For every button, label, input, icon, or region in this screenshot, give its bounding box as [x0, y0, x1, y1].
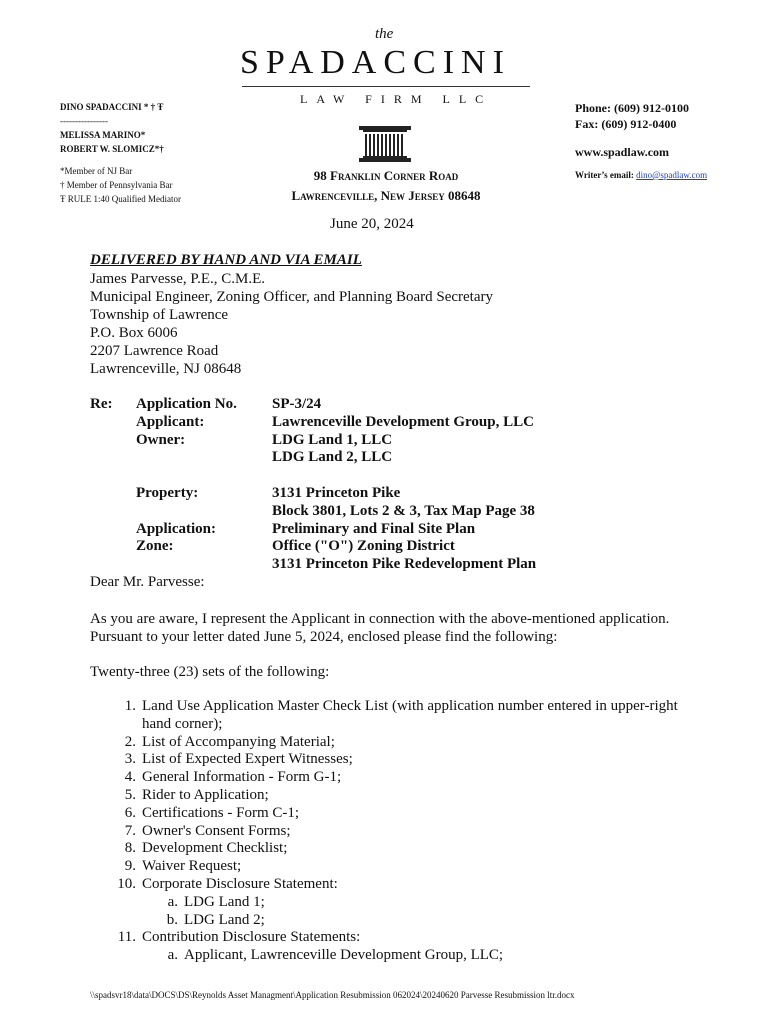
re-key: Application No. [136, 396, 237, 412]
re-value: LDG Land 2, LLC [272, 449, 393, 466]
list-item [100, 876, 700, 894]
re-key: Application: [136, 520, 217, 537]
list-number: 2. [124, 733, 136, 750]
enclosure-list [100, 698, 700, 965]
re-value: Office ("O") Zoning District [272, 538, 455, 555]
list-item [100, 734, 700, 752]
re-value: LDG Land 1, LLC [272, 431, 393, 448]
writer-email-line [575, 170, 707, 180]
list-item [100, 769, 700, 787]
firm-name-prefix: the [375, 26, 394, 42]
list-item [100, 840, 700, 858]
list-number: 6. [124, 804, 136, 821]
re-row [136, 538, 536, 556]
bar-note: *Member of NJ Bar [60, 166, 133, 176]
letterhead-divider [242, 86, 530, 87]
list-item [100, 787, 700, 805]
sub-list-item [100, 947, 700, 965]
writer-email-label: Writer’s email: [575, 170, 634, 180]
list-item [100, 858, 700, 876]
re-key: Owner: [136, 431, 186, 448]
re-block [136, 396, 536, 574]
list-text: Rider to Application; [142, 786, 269, 803]
list-text: General Information - Form G-1; [142, 769, 342, 786]
firm-subtitle: LAW FIRM LLC [300, 92, 493, 106]
document-path-footer: \\spadsvr18\data\DOCS\DS\Reynolds Asset Managment\Application Resubmission 062024\20240620 Parvesse Resubmission ltr.docx [90, 990, 575, 1000]
phone-number: Phone: (609) 912-0100 [575, 101, 689, 115]
re-row [136, 396, 536, 414]
sub-list-text: LDG Land 1; [184, 893, 265, 910]
contact-block [575, 100, 689, 160]
sub-list-text: LDG Land 2; [184, 911, 265, 928]
re-value: 3131 Princeton Pike [272, 484, 401, 501]
sub-list-item [100, 912, 700, 930]
re-row [136, 556, 536, 574]
re-value: 3131 Princeton Pike Redevelopment Plan [272, 556, 537, 573]
addressee-line: Lawrenceville, NJ 08648 [90, 361, 242, 377]
sub-list-text: Applicant, Lawrenceville Development Group, LLC; [184, 947, 504, 964]
addressee-line: Township of Lawrence [90, 307, 229, 323]
attorney-name: DINO SPADACCINI * † Ŧ [60, 102, 164, 112]
re-key [136, 503, 272, 521]
list-number: 4. [124, 769, 136, 786]
re-key: Property: [136, 484, 199, 501]
list-number: 8. [124, 840, 136, 857]
sub-list-letter: a. [167, 893, 178, 910]
re-value: Preliminary and Final Site Plan [272, 520, 476, 537]
list-number: 3. [124, 751, 136, 768]
list-number: 10. [117, 875, 136, 892]
sub-list-letter: b. [166, 911, 178, 928]
list-item [100, 823, 700, 841]
list-text: Corporate Disclosure Statement: [142, 875, 338, 892]
re-value: Block 3801, Lots 2 & 3, Tax Map Page 38 [272, 502, 535, 519]
letter-date: June 20, 2024 [330, 216, 414, 232]
list-text: Waiver Request; [142, 858, 242, 875]
list-text: Land Use Application Master Check List (with application number entered in upper-right hand corner); [142, 698, 678, 732]
re-row [136, 449, 536, 467]
list-number: 7. [124, 822, 136, 839]
list-text: Contribution Disclosure Statements: [142, 929, 361, 946]
list-text: Certifications - Form C-1; [142, 804, 300, 821]
re-key [136, 556, 272, 574]
firm-name: SPADACCINI [240, 44, 511, 81]
list-text: List of Accompanying Material; [142, 733, 335, 750]
address-line-1: 98 Franklin Corner Road [313, 168, 459, 183]
list-item [100, 698, 700, 734]
salutation: Dear Mr. Parvesse: [90, 574, 205, 590]
re-key [136, 449, 272, 467]
attorney-name: ROBERT W. SLOMICZ*† [60, 144, 164, 154]
re-row [136, 432, 536, 450]
sub-list-item [100, 894, 700, 912]
re-row [136, 521, 536, 539]
list-number: 9. [124, 858, 136, 875]
re-row [136, 485, 536, 503]
re-key: Zone: [136, 538, 174, 555]
re-label: Re: [90, 396, 113, 412]
re-value: Lawrenceville Development Group, LLC [272, 413, 534, 430]
sub-list-letter: a. [167, 947, 178, 964]
bar-note: † Member of Pennsylvania Bar [60, 180, 173, 190]
website: www.spadlaw.com [575, 145, 670, 159]
attorney-name: MELISSA MARINO* [60, 130, 146, 140]
delivery-method: DELIVERED BY HAND AND VIA EMAIL [90, 252, 362, 268]
addressee-line: Municipal Engineer, Zoning Officer, and Planning Board Secretary [90, 289, 493, 305]
column-logo-icon [357, 126, 413, 162]
re-row [136, 503, 536, 521]
list-number: 5. [124, 786, 136, 803]
list-item [100, 751, 700, 769]
re-row [136, 414, 536, 432]
list-item [100, 929, 700, 947]
addressee-block [90, 270, 493, 378]
address-line-2: Lawrenceville, New Jersey 08648 [291, 188, 481, 203]
re-key: Applicant: [136, 413, 205, 430]
addressee-line: 2207 Lawrence Road [90, 343, 219, 359]
list-number: 11. [117, 929, 136, 946]
fax-number: Fax: (609) 912-0400 [575, 117, 677, 131]
attorney-list [60, 100, 181, 206]
attorney-separator: ---------------- [60, 116, 108, 126]
body-paragraph: As you are aware, I represent the Applicant in connection with the above-mentioned application. Pursuant to your letter dated June 5, 2024, enclosed please find the following: [90, 611, 670, 645]
list-text: Owner's Consent Forms; [142, 822, 291, 839]
addressee-line: James Parvesse, P.E., C.M.E. [90, 271, 265, 287]
firm-address [266, 166, 506, 206]
addressee-line: P.O. Box 6006 [90, 325, 178, 341]
re-value: SP-3/24 [272, 396, 322, 412]
list-number: 1. [124, 698, 136, 714]
list-item [100, 805, 700, 823]
body-paragraph: Twenty-three (23) sets of the following: [90, 664, 330, 680]
writer-email-link[interactable]: dino@spadlaw.com [636, 170, 708, 180]
bar-note: Ŧ RULE 1:40 Qualified Mediator [60, 194, 181, 204]
list-text: Development Checklist; [142, 840, 288, 857]
list-text: List of Expected Expert Witnesses; [142, 751, 353, 768]
